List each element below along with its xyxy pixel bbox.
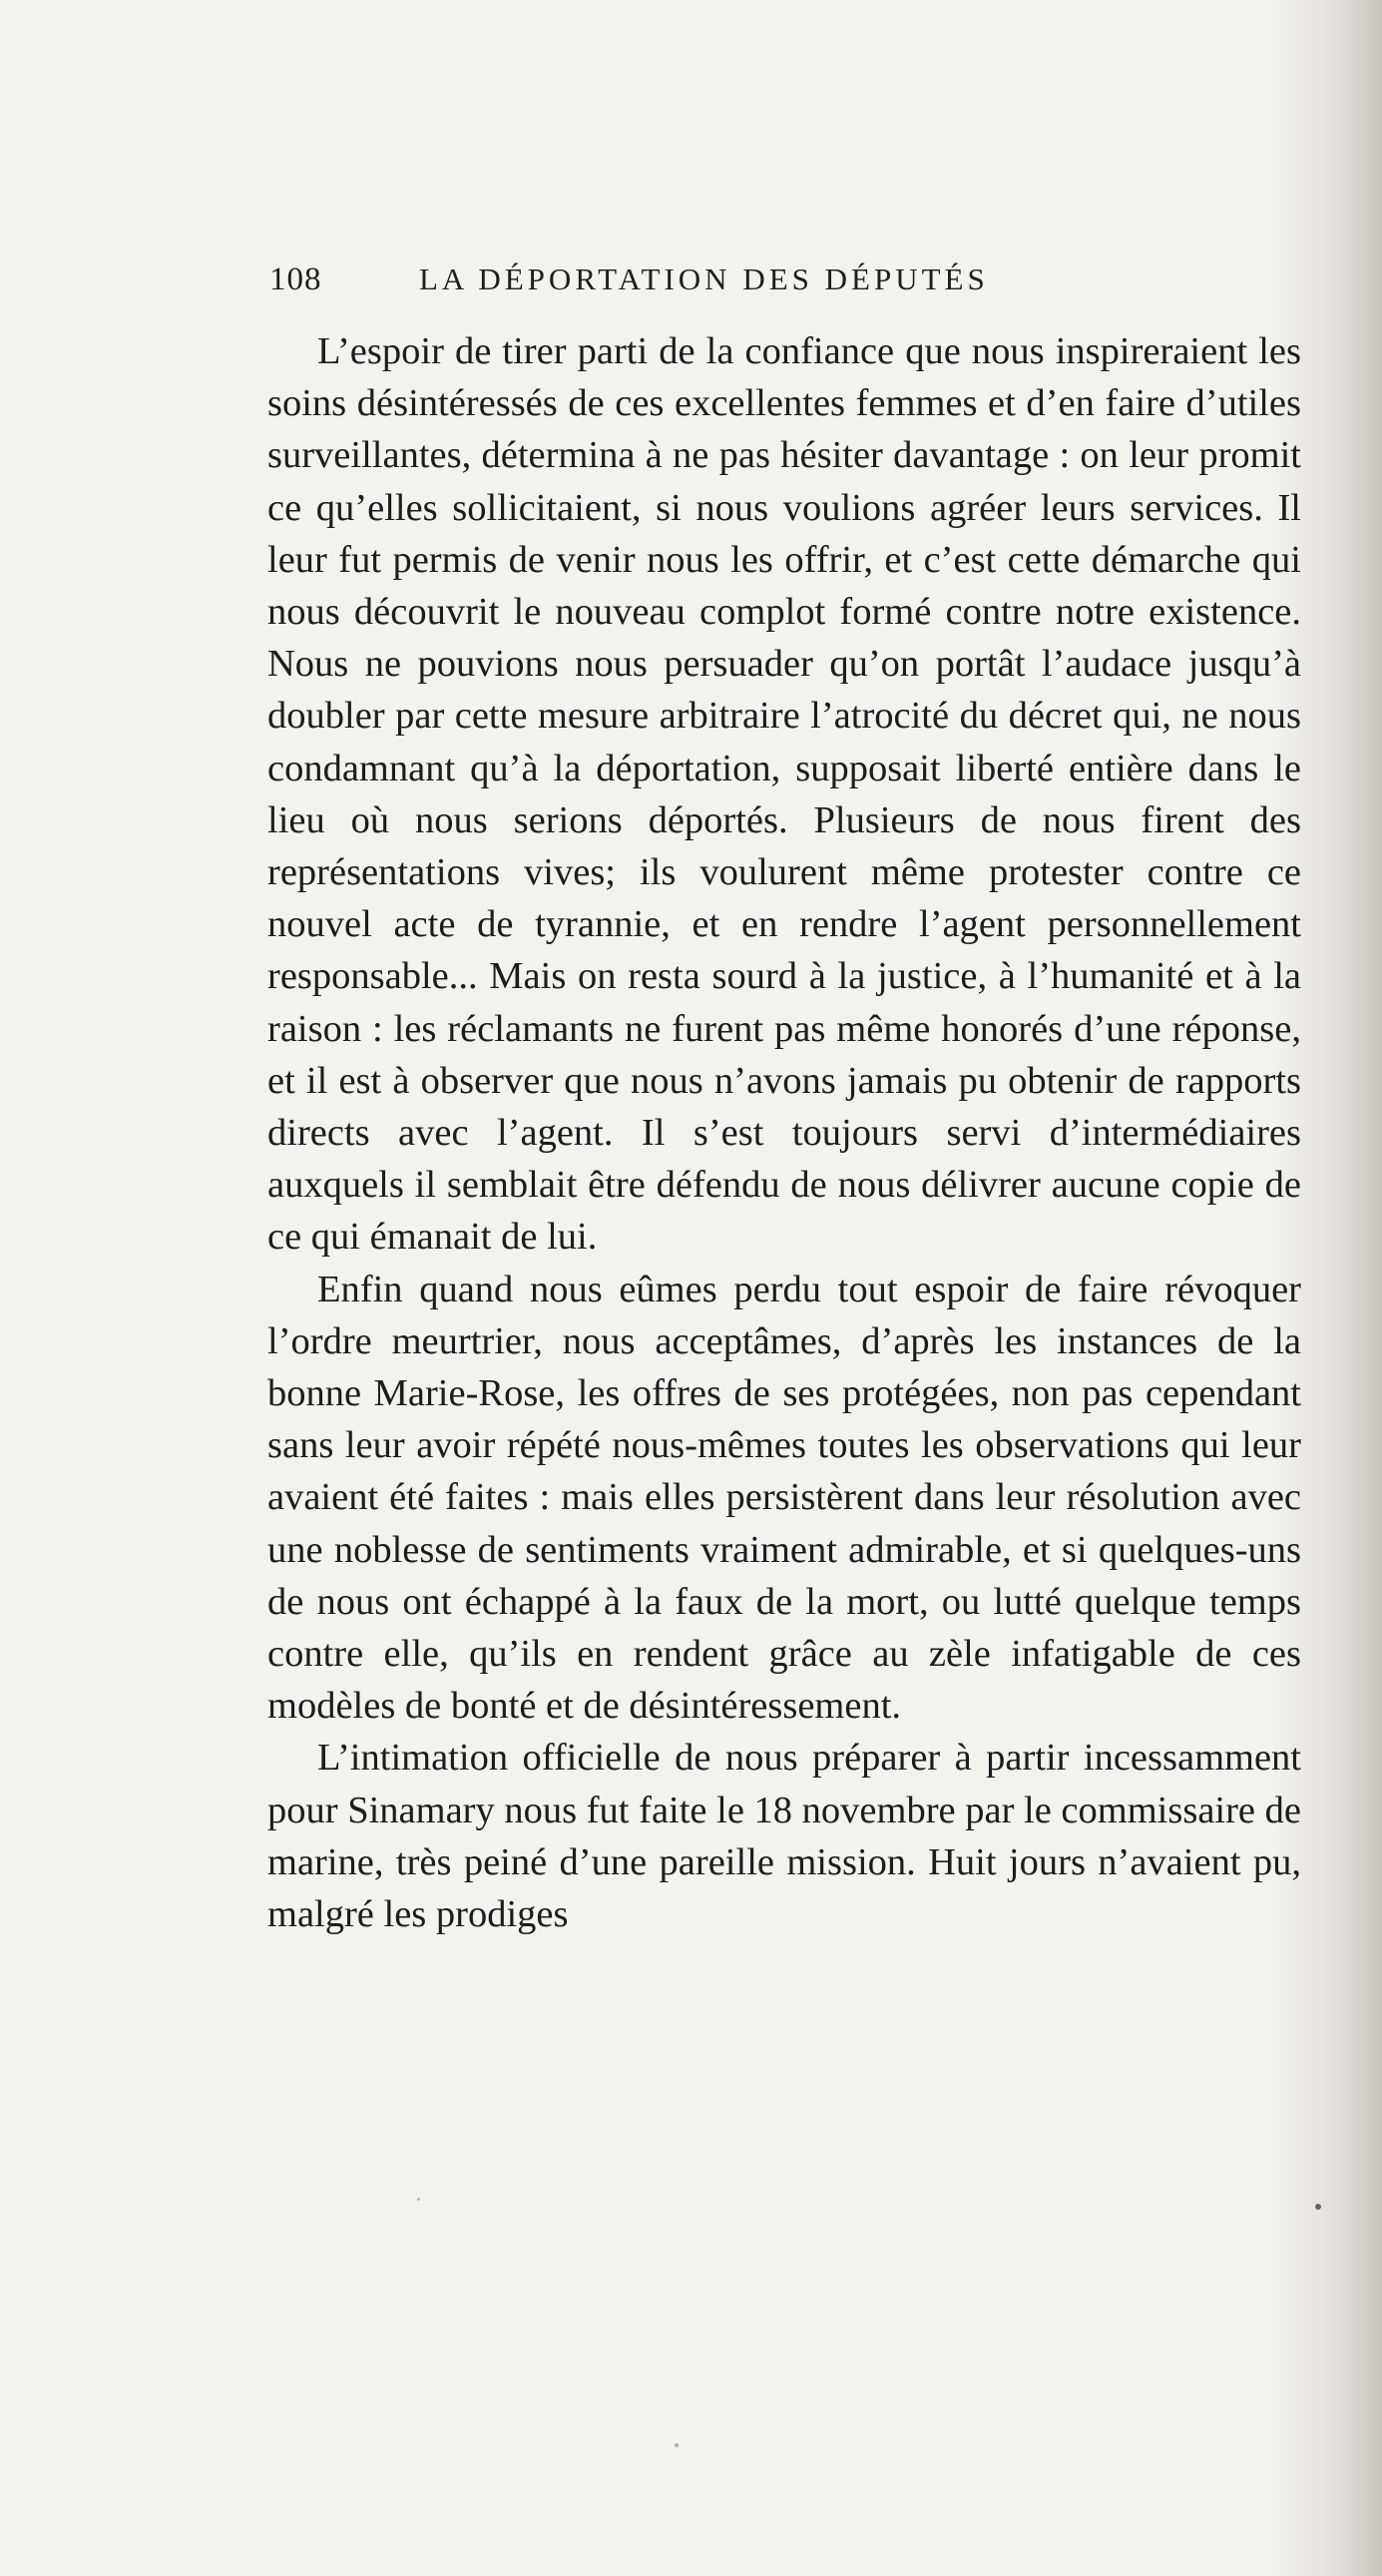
page-number: 108 (269, 261, 322, 297)
paper-speck (1315, 2204, 1321, 2210)
body-text (267, 325, 1301, 1940)
paragraph: L’intimation officielle de nous préparer à partir incessamment pour Sinamary nous fut faite le 18 novembre par le commissaire de marine, très peiné d’une pareille mission. Huit jours n’avaient pu, malgré les prodiges (267, 1737, 1301, 1936)
paper-speck (417, 2198, 420, 2201)
page-header (269, 261, 1128, 305)
paper-speck (675, 2443, 679, 2447)
paragraph: L’espoir de tirer parti de la confiance que nous inspireraient les soins désintéressés de ces excellentes femmes et d’en faire d’utiles surveillantes, détermina à ne pas hésiter davantage : on leur promit ce qu’elles sollicitaient, si nous voulions agréer leurs services. Il leur fut permis de venir nous les offrir, et c’est cette démarche qui nous découvrit le nouveau complot formé contre notre existence. Nous ne pouvions nous persuader qu’on portât l’audace jusqu’à doubler par cette mesure arbitraire l’atrocité du décret qui, ne nous condamnant qu’à la déportation, supposait liberté entière dans le lieu où nous serions déportés. Plusieurs de nous firent des représentations vives; ils voulurent même protester contre ce nouvel acte de tyrannie, et en rendre l’agent personnellement responsable... Mais on resta sourd à la justice, à l’humanité et à la raison : les réclamants ne furent pas même honorés d’une réponse, et il est à observer que nous n’avons jamais pu obtenir de rapports directs avec l’agent. Il s’est toujours servi d’intermédiaires auxquels il semblait être défendu de nous délivrer aucune copie de ce qui émanait de lui. (267, 330, 1301, 1259)
paragraph: Enfin quand nous eûmes perdu tout espoir de faire révoquer l’ordre meurtrier, nous acceptâmes, d’après les instances de la bonne Marie-Rose, les offres de ses protégées, non pas cependant sans leur avoir répété nous-mêmes toutes les observations qui leur avaient été faites : mais elles persistèrent dans leur résolution avec une noblesse de sentiments vraiment admirable, et si quelques-uns de nous ont échappé à la faux de la mort, ou lutté quelque temps contre elle, qu’ils en rendent grâce au zèle infatigable de ces modèles de bonté et de désintéressement. (267, 1268, 1301, 1728)
running-title: LA DÉPORTATION DES DÉPUTÉS (419, 261, 989, 296)
